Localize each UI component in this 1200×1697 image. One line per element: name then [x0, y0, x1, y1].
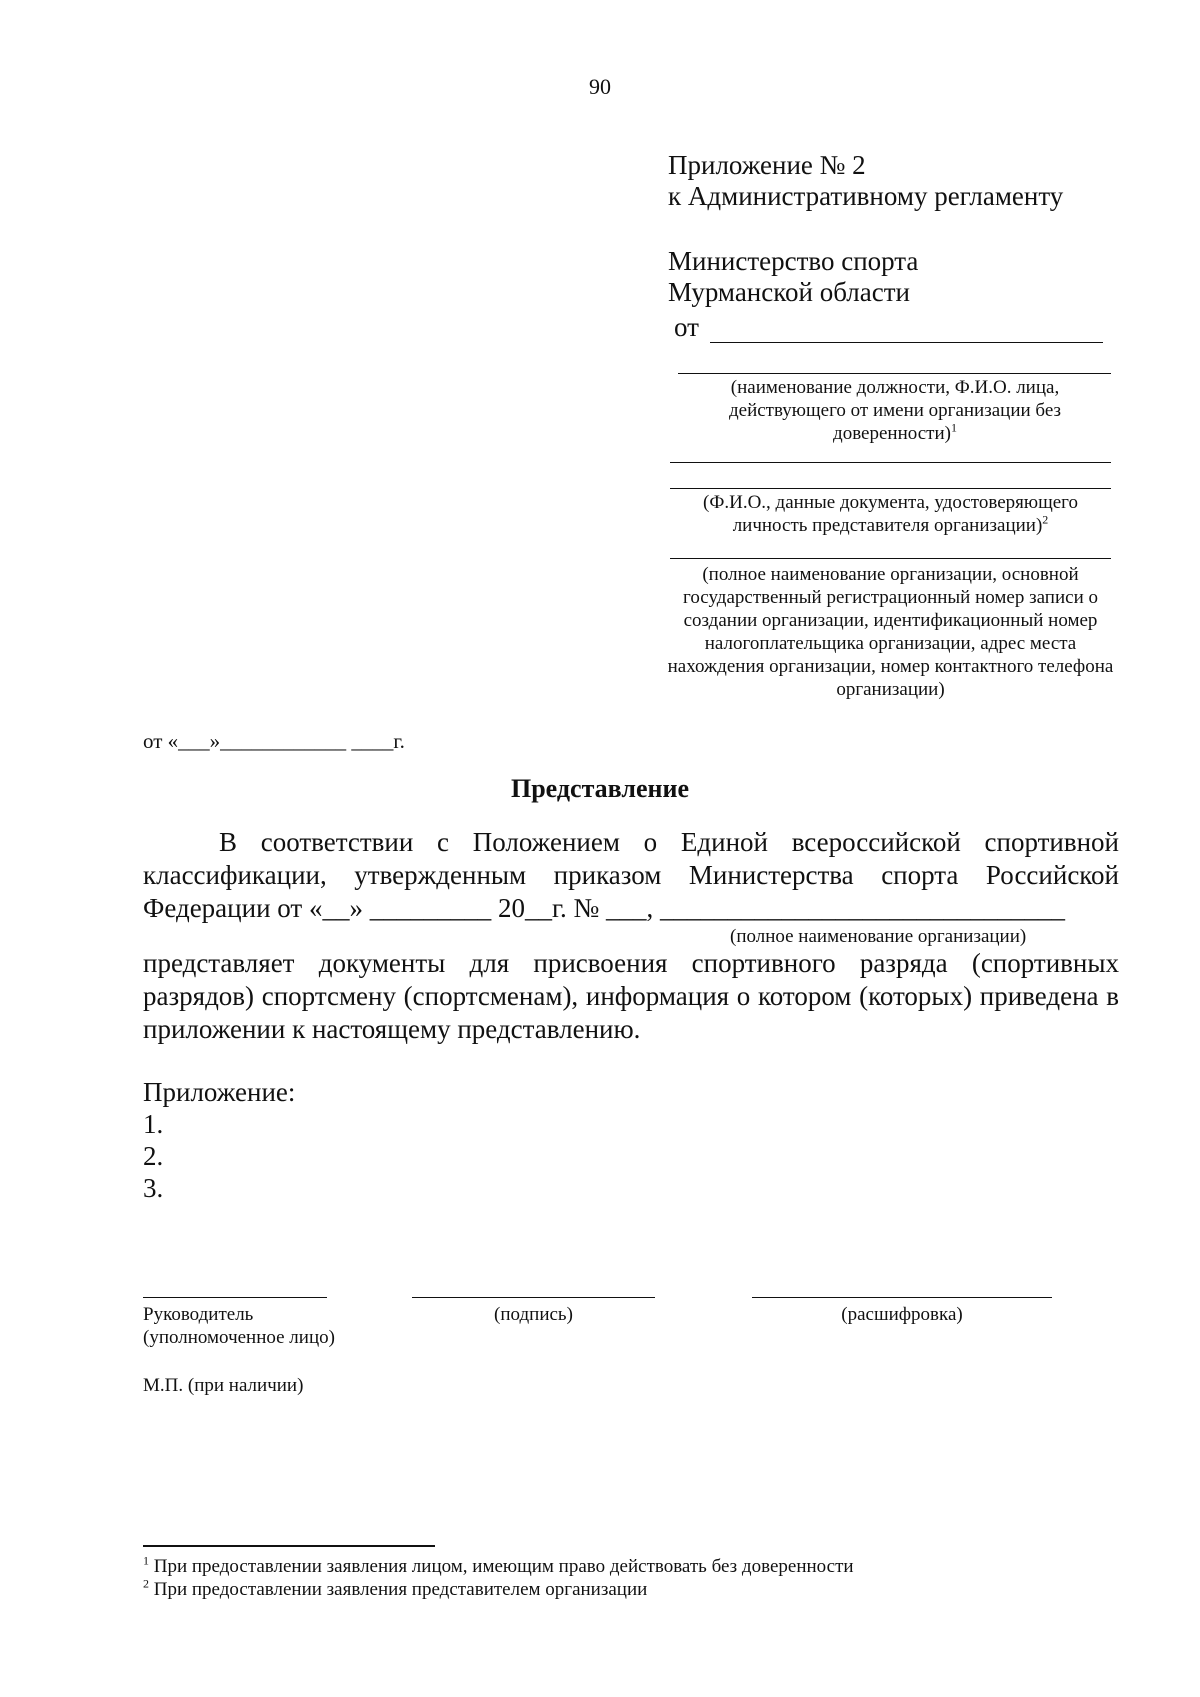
attachments-label: Приложение:	[143, 1077, 296, 1107]
position-caption-text: (наименование должности, Ф.И.О. лица, действующего от имени организации без доверенности)	[728, 377, 1061, 444]
representative-caption	[670, 491, 1111, 537]
footnote-2-mark: 2	[143, 1576, 149, 1591]
head-blank-line	[143, 1297, 327, 1298]
head-label: Руководитель	[143, 1304, 254, 1325]
body-paragraph-1: В соответствии с Положением о Единой всероссийской спортивной классификации, утвержденным приказом Министерства спорта Российской Федерации от «__» _________ 20__г. № ___, ______________________________	[143, 827, 1119, 923]
footnote-separator	[143, 1545, 435, 1547]
appendix-title: Приложение № 2	[668, 150, 866, 180]
decoding-label: (расшифровка)	[841, 1304, 963, 1325]
representative-blank-line-1	[670, 462, 1111, 463]
representative-blank-line-2	[670, 488, 1111, 489]
footnote-2-text: При предоставлении заявления представителем организации	[153, 1579, 648, 1600]
footnote-1-mark: 1	[143, 1553, 149, 1568]
position-blank-line	[678, 373, 1111, 374]
organization-caption: (полное наименование организации, основной государственный регистрационный номер записи о создании организации, идентификационный номер налогоплательщика организации, адрес места нахождения организации, номер контактного телефона организации)	[667, 564, 1114, 700]
recipient-line-2: Мурманской области	[668, 277, 910, 307]
decoding-blank-line	[752, 1297, 1052, 1298]
attachment-item-2: 2.	[143, 1141, 164, 1171]
position-caption	[670, 376, 1120, 445]
org-name-caption: (полное наименование организации)	[730, 926, 1027, 947]
date-line: от «___»____________ ____г.	[143, 729, 405, 753]
head-label-sub: (уполномоченное лицо)	[143, 1327, 335, 1348]
footnote-2	[143, 1578, 647, 1602]
signature-label: (подпись)	[494, 1304, 573, 1325]
footnote-1-text: При предоставлении заявления лицом, имеющим право действовать без доверенности	[153, 1556, 854, 1577]
body-paragraph-2: представляет документы для присвоения спортивного разряда (спортивных разрядов) спортсмену (спортсменам), информация о котором (которых) приведена в приложении к настоящему представлению.	[143, 948, 1119, 1044]
from-blank-line	[710, 342, 1103, 343]
seal-label: М.П. (при наличии)	[143, 1375, 304, 1396]
footnote-1	[143, 1555, 854, 1579]
footnote-ref-2: 2	[1042, 512, 1049, 527]
organization-blank-line	[670, 558, 1111, 559]
from-label: от	[674, 312, 699, 342]
attachment-item-3: 3.	[143, 1173, 164, 1203]
signature-blank-line	[412, 1297, 655, 1298]
document-title: Представление	[511, 774, 689, 803]
page-number: 90	[589, 74, 611, 99]
recipient-line-1: Министерство спорта	[668, 246, 919, 276]
representative-caption-text: (Ф.И.О., данные документа, удостоверяющего личность представителя организации)	[703, 492, 1078, 536]
footnote-ref-1: 1	[950, 420, 957, 435]
appendix-subtitle: к Административному регламенту	[668, 181, 1064, 211]
attachment-item-1: 1.	[143, 1109, 164, 1139]
